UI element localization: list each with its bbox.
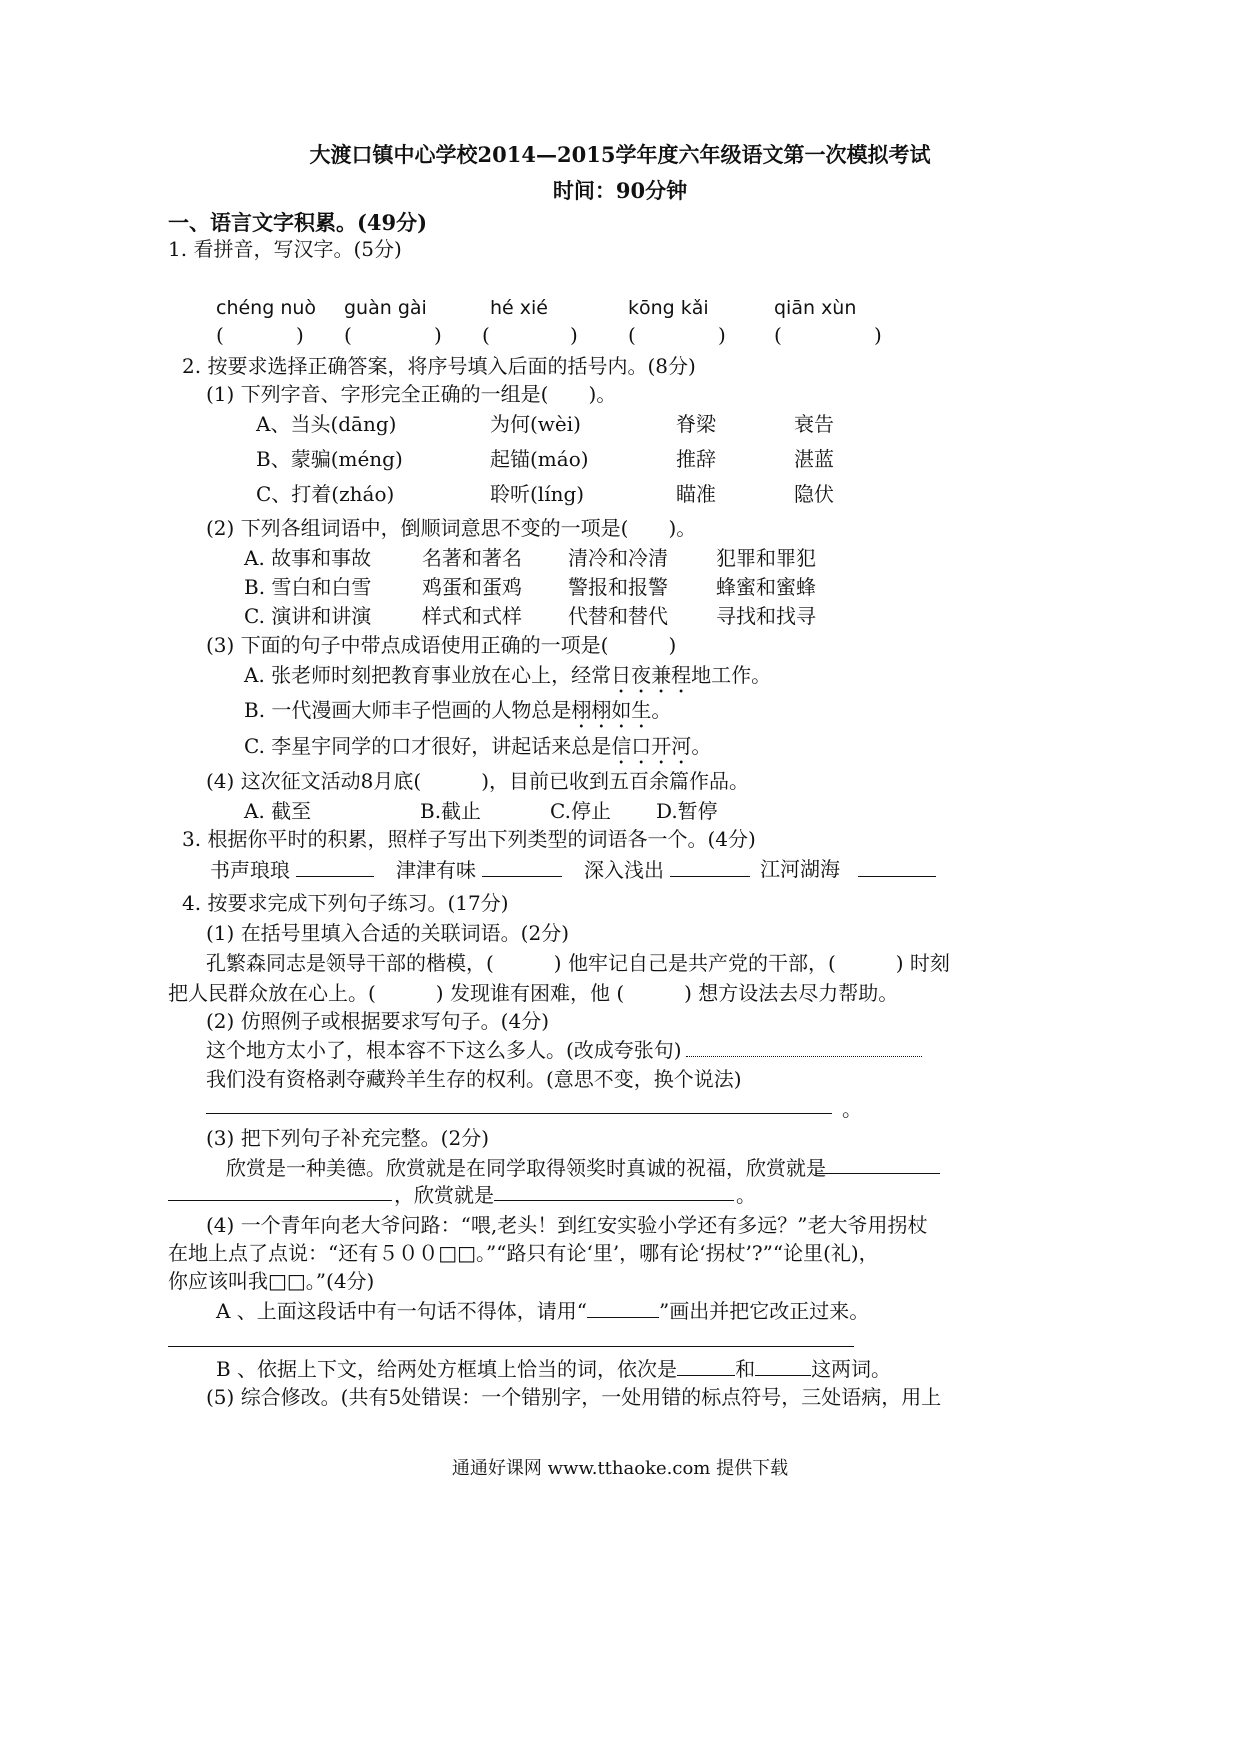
page-footer: 通通好课网 www.tthaoke.com 提供下载 — [451, 1458, 789, 1479]
q4-prompt: 4. 按要求完成下列句子练习。(17分) — [182, 891, 509, 915]
dotted-idiom: 栩栩如生 — [571, 698, 652, 722]
answer-blank[interactable] — [677, 1355, 735, 1376]
q2-3-option-b: B. 一代漫画大师丰子恺画的人物总是栩栩如生。 — [244, 698, 672, 722]
q2-2-c-pair4: 寻找和找寻 — [716, 604, 816, 628]
q3-example-3: 深入浅出 — [584, 856, 750, 883]
q4-1-line-2: 把人民群众放在心上。( ) 发现谁有困难，他 ( ) 想方设法去尽力帮助。 — [168, 981, 899, 1005]
q2-2-a-pair3: 清冷和冷清 — [568, 546, 668, 570]
q4-2-line-2: 我们没有资格剥夺藏羚羊生存的权利。(意思不变，换个说法) — [206, 1067, 742, 1091]
answer-line[interactable] — [816, 1173, 940, 1174]
bracket-open: ( — [774, 323, 782, 347]
q2-2-c-pair2: 样式和式样 — [422, 604, 522, 628]
q4-4-part-b: B 、依据上下文，给两处方框填上恰当的词，依次是 和 这两词。 — [216, 1357, 892, 1381]
q2-2-b-pair2: 鸡蛋和蛋鸡 — [422, 575, 522, 599]
q3-prompt: 3. 根据你平时的积累，照样子写出下列类型的词语各一个。(4分) — [182, 827, 756, 851]
q3-example-2: 津津有味 — [396, 856, 562, 883]
q2-2-c-pair3: 代替和替代 — [568, 604, 668, 628]
q2-4-option-d: D.暂停 — [656, 799, 718, 823]
q2-1-option-a: A、当头(dāng) — [256, 412, 397, 436]
bracket-close: ) — [570, 323, 578, 347]
q2-1-c-word3: 瞄准 — [676, 482, 716, 506]
answer-line[interactable] — [206, 1113, 832, 1114]
q2-2-option-c: C. 演讲和讲演 — [244, 604, 372, 628]
answer-line[interactable] — [168, 1346, 854, 1347]
period-mark: 。 — [842, 1097, 862, 1121]
q2-1-a-word3: 脊梁 — [676, 412, 716, 436]
q2-2-option-a: A. 故事和事故 — [244, 546, 372, 570]
q4-5-line: (5) 综合修改。(共有5处错误：一个错别字，一处用错的标点符号，三处语病，用上 — [206, 1385, 942, 1409]
q1-prompt: 1. 看拼音，写汉字。(5分) — [168, 237, 402, 261]
q2-1-stem: (1) 下列字音、字形完全正确的一组是( )。 — [206, 382, 617, 406]
q2-4-option-a: A. 截至 — [244, 799, 312, 823]
q3-example-1: 书声琅琅 — [210, 856, 374, 883]
q4-2-stem: (2) 仿照例子或根据要求写句子。(4分) — [206, 1009, 550, 1033]
q2-1-option-b: B、蒙骗(méng) — [256, 447, 403, 471]
answer-blank[interactable] — [670, 856, 750, 877]
exam-title: 大渡口镇中心学校2014—2015学年度六年级语文第一次模拟考试 — [309, 142, 931, 167]
bracket-open: ( — [482, 323, 490, 347]
q4-1-line-1: 孔繁森同志是领导干部的楷模，( ) 他牢记自己是共产党的干部，( ) 时刻 — [206, 951, 950, 975]
q2-3-option-a: A. 张老师时刻把教育事业放在心上，经常日夜兼程地工作。 — [244, 663, 772, 687]
answer-line[interactable] — [168, 1200, 392, 1201]
q2-1-b-word2: 起锚(máo) — [490, 447, 589, 471]
q4-2-line-1: 这个地方太小了，根本容不下这么多人。(改成夸张句) — [206, 1038, 682, 1062]
q2-4-option-b: B.截止 — [420, 799, 482, 823]
q2-1-c-word4: 隐伏 — [794, 482, 834, 506]
q4-3-stem: (3) 把下列句子补充完整。(2分) — [206, 1126, 490, 1150]
pinyin-1: chéng nuò — [216, 297, 317, 319]
q4-4-line-1: (4) 一个青年向老大爷问路：“喂,老头！到红安实验小学还有多远？”老大爷用拐杖 — [206, 1213, 928, 1237]
answer-blank[interactable] — [296, 856, 374, 877]
bracket-open: ( — [344, 323, 352, 347]
q2-2-b-pair3: 警报和报警 — [568, 575, 668, 599]
q2-1-a-word4: 衰告 — [794, 412, 834, 436]
answer-line[interactable] — [686, 1056, 922, 1057]
period-mark: 。 — [736, 1183, 756, 1207]
q4-4-line-3: 你应该叫我□□。”(4分) — [168, 1269, 375, 1293]
bracket-open: ( — [216, 323, 224, 347]
q2-1-option-c: C、打着(zháo) — [256, 482, 395, 506]
answer-blank[interactable] — [755, 1355, 811, 1376]
answer-blank[interactable] — [858, 876, 936, 877]
q2-2-stem: (2) 下列各组词语中，倒顺词意思不变的一项是( )。 — [206, 516, 697, 540]
q2-1-a-word2: 为何(wèi) — [490, 412, 581, 436]
pinyin-5: qiān xùn — [774, 297, 857, 319]
q2-prompt: 2. 按要求选择正确答案，将序号填入后面的括号内。(8分) — [182, 354, 696, 378]
bracket-open: ( — [628, 323, 636, 347]
q2-2-b-pair4: 蜂蜜和蜜蜂 — [716, 575, 816, 599]
exam-time: 时间：90分钟 — [552, 178, 688, 203]
section-heading: 一、语言文字积累。(49分) — [168, 210, 428, 235]
q4-4-part-a: A 、上面这段话中有一句话不得体，请用“ ”画出并把它改正过来。 — [216, 1299, 870, 1323]
answer-line[interactable] — [494, 1200, 734, 1201]
q2-2-option-b: B. 雪白和白雪 — [244, 575, 372, 599]
bracket-close: ) — [718, 323, 726, 347]
dotted-idiom: 信口开河 — [611, 734, 692, 758]
q2-1-b-word3: 推辞 — [676, 447, 716, 471]
q2-4-stem: (4) 这次征文活动8月底( )，目前已收到五百余篇作品。 — [206, 769, 750, 793]
pinyin-4: kōng kǎi — [628, 297, 709, 319]
q2-4-option-c: C.停止 — [550, 799, 611, 823]
q2-1-c-word2: 聆听(líng) — [490, 482, 585, 506]
q4-3-line-1: 欣赏是一种美德。欣赏就是在同学取得领奖时真诚的祝福，欣赏就是 — [226, 1156, 826, 1180]
q3-example-4: 江河湖海 — [760, 857, 840, 881]
q4-4-line-2: 在地上点了点说：“还有５００□□。”“路只有论‘里’，哪有论‘拐杖’?”“论里(礼)， — [168, 1241, 879, 1265]
q2-1-b-word4: 湛蓝 — [794, 447, 834, 471]
bracket-close: ) — [296, 323, 304, 347]
q4-3-mid: ，欣赏就是 — [394, 1183, 494, 1207]
bracket-close: ) — [434, 323, 442, 347]
q4-1-stem: (1) 在括号里填入合适的关联词语。(2分) — [206, 921, 570, 945]
bracket-close: ) — [874, 323, 882, 347]
pinyin-2: guàn gài — [344, 297, 427, 319]
answer-blank[interactable] — [482, 856, 562, 877]
q2-3-option-c: C. 李星宇同学的口才很好，讲起话来总是信口开河。 — [244, 734, 712, 758]
q2-3-stem: (3) 下面的句子中带点成语使用正确的一项是( ) — [206, 633, 677, 657]
q2-2-a-pair4: 犯罪和罪犯 — [716, 546, 816, 570]
dotted-idiom: 日夜兼程 — [611, 663, 692, 687]
q2-2-a-pair2: 名著和著名 — [422, 546, 522, 570]
underline-sample — [587, 1297, 659, 1318]
pinyin-3: hé xié — [490, 297, 548, 319]
